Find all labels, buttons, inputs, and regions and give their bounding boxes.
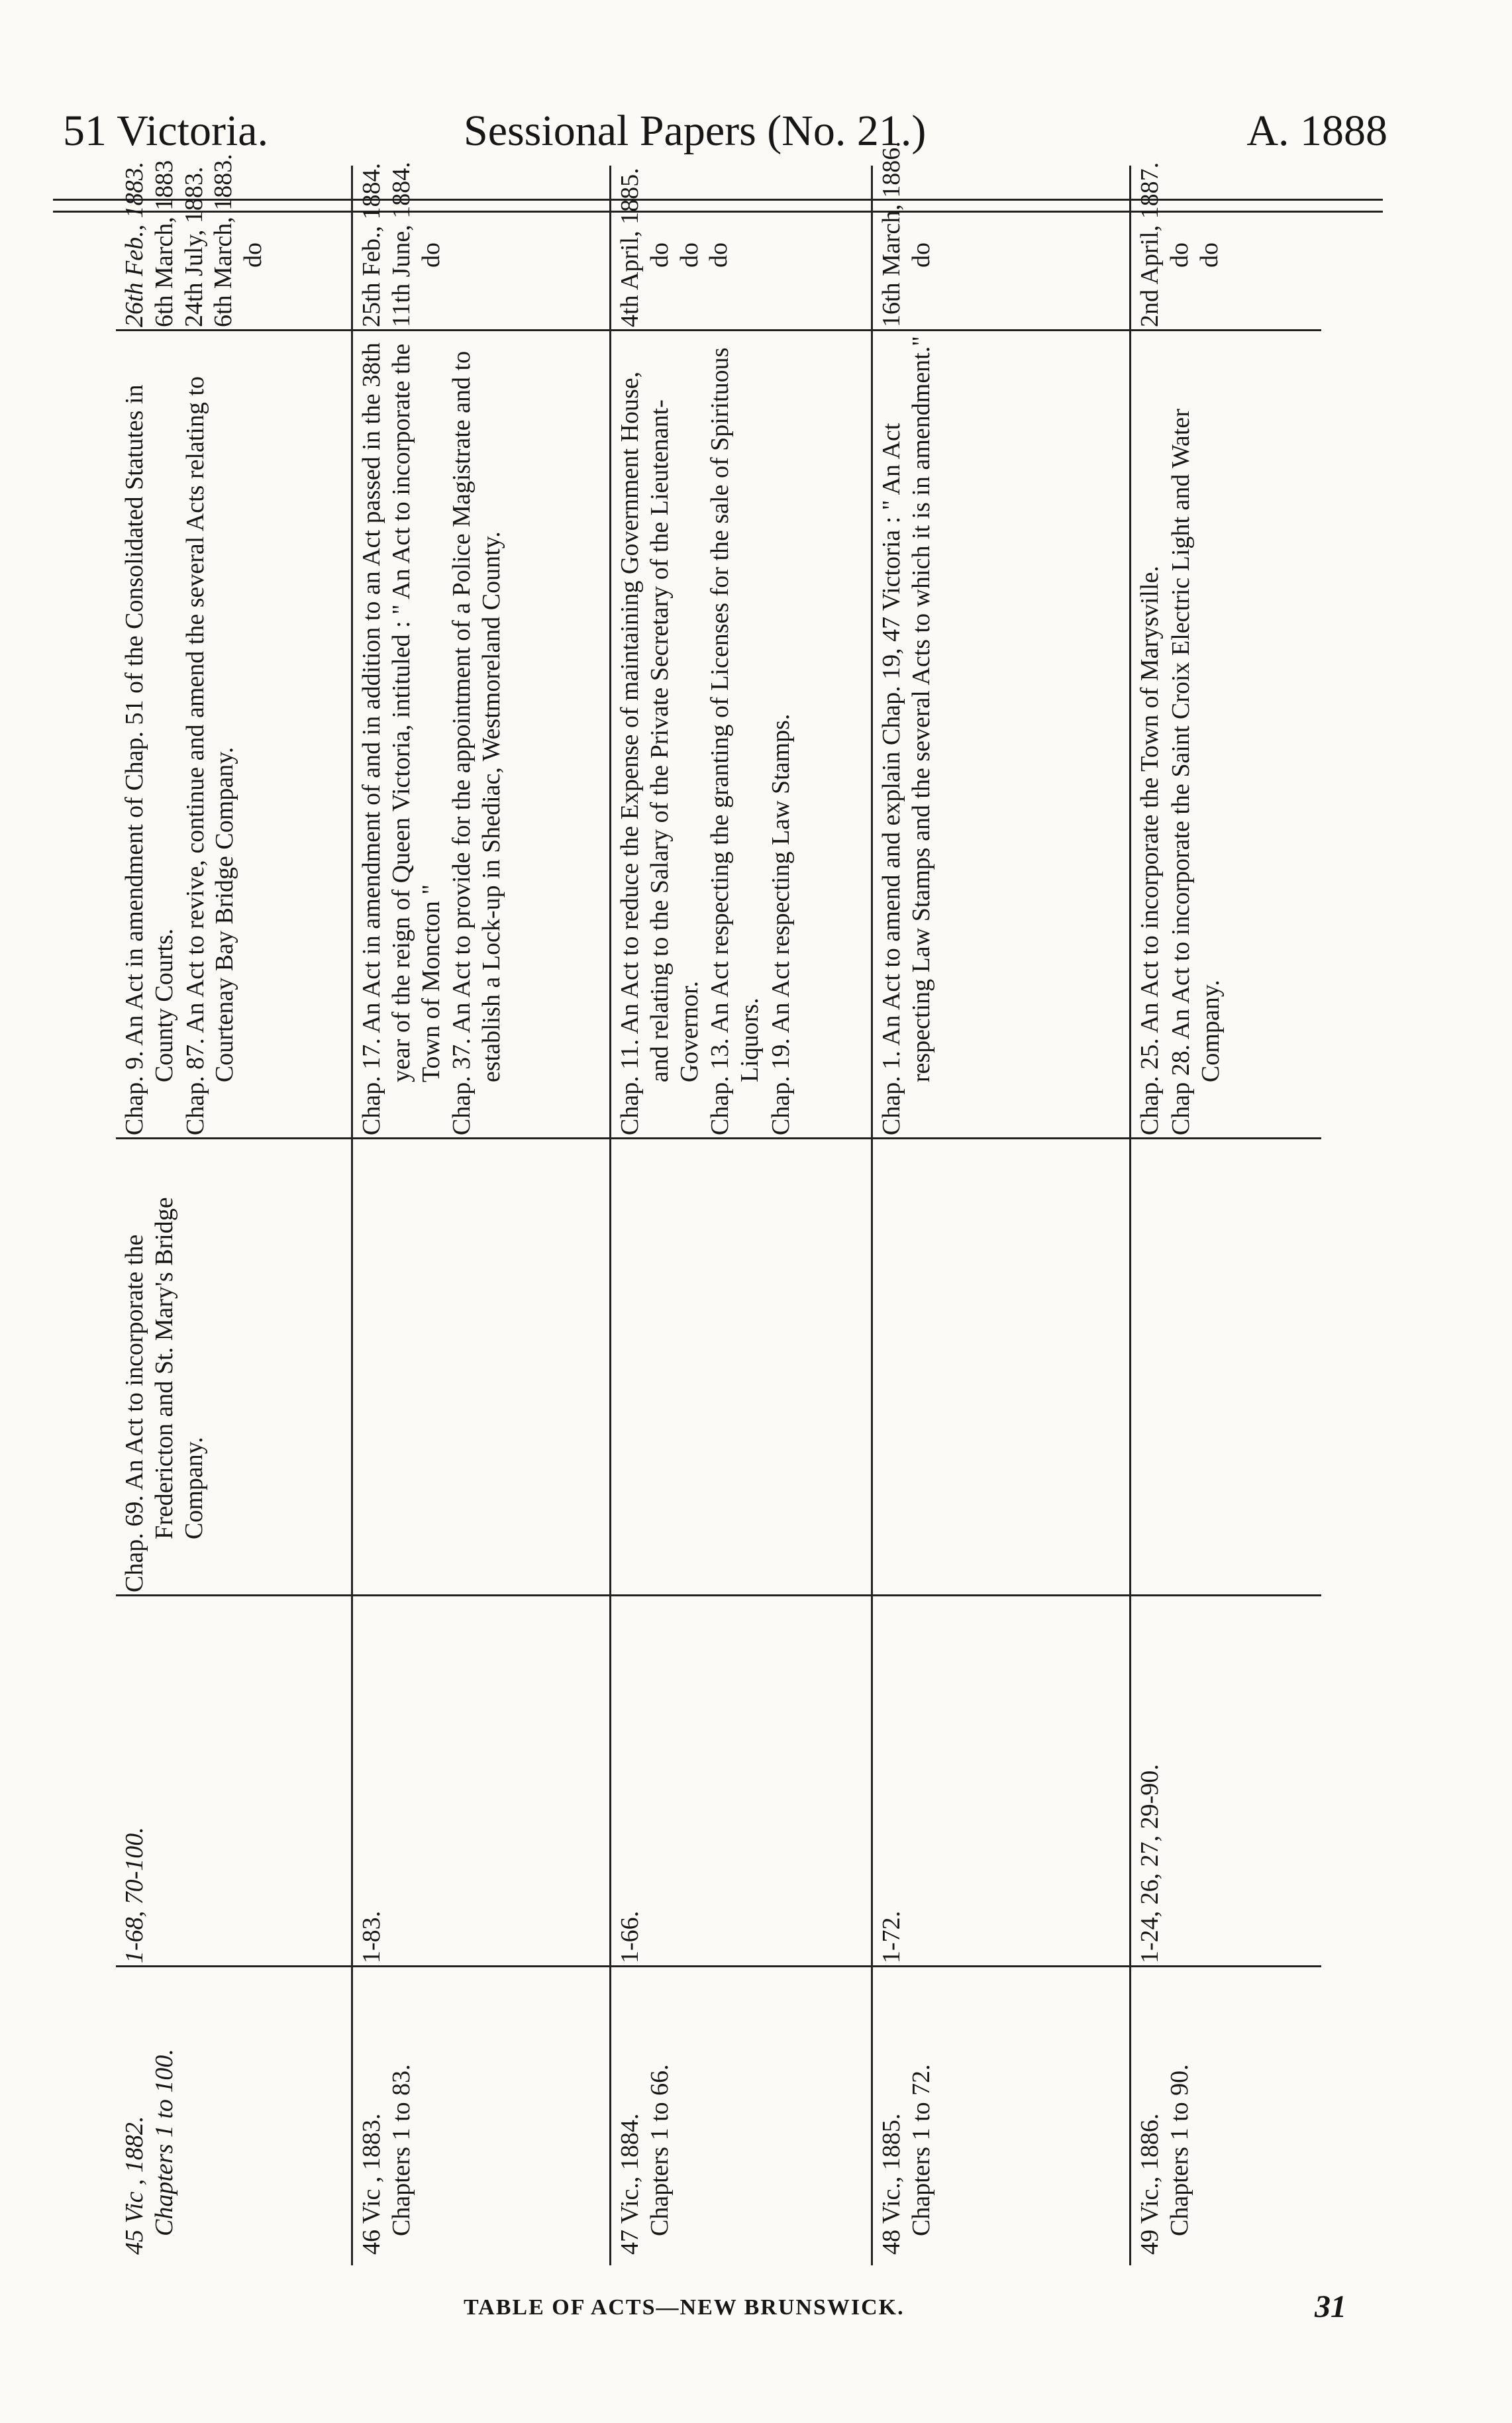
date-entry: do	[645, 242, 674, 268]
session-cell	[877, 1967, 936, 2259]
date-entry: do	[1165, 242, 1193, 268]
acts-cell	[877, 331, 938, 1139]
acts-cell	[357, 331, 508, 1139]
act-entry: Chap. 25. An Act to incorporate the Town of Marysville.	[1136, 566, 1164, 1135]
page-number: 31	[1315, 2289, 1346, 2324]
date-entry: do	[907, 242, 935, 268]
table-row	[871, 141, 1131, 2265]
session-label: 48 Vic., 1885.	[878, 2113, 905, 2255]
session-label: 46 Vic , 1883.	[358, 2113, 385, 2255]
chapters-label: Chapters 1 to 83.	[387, 2064, 415, 2236]
dates-cell	[615, 166, 734, 331]
date-entry: do	[705, 242, 733, 268]
act-entry: Chap. 19. An Act respecting Law Stamps.	[767, 713, 795, 1135]
date-entry: do	[1195, 242, 1223, 268]
table-row	[609, 166, 873, 2265]
header-right: A. 1888	[1246, 107, 1387, 155]
session-label: 47 Vic., 1884.	[616, 2113, 644, 2255]
chapter-range: 1-24, 26, 27, 29-90.	[1136, 1764, 1164, 1963]
table-row	[1129, 162, 1323, 2265]
header-left: 51 Victoria.	[63, 107, 269, 155]
date-entry: 25th Feb., 1884.	[358, 162, 385, 327]
acts-cell	[615, 331, 797, 1139]
date-entry: 4th April, 1885.	[616, 168, 644, 327]
date-entry: do	[239, 242, 268, 268]
date-entry: do	[417, 242, 445, 268]
act-entry: Chap. 37. An Act to provide for the appointment of a Police Magistrate and to establish a Lock-up in Shediac, Westmoreland County.	[448, 350, 506, 1135]
date-entry: 6th March, 1883	[150, 160, 178, 327]
act-entry: Chap. 13. An Act respecting the granting of Licenses for the sale of Spirituous Liquors.	[706, 347, 764, 1135]
dates-cell	[877, 141, 936, 331]
act-entry: Chap. 11. An Act to reduce the Expense of maintaining Government House, and relating to the Salary of the Private Secretary of the Lieutenant-Governor.	[616, 371, 703, 1135]
chapters-label: Chapters 1 to 90.	[1165, 2064, 1193, 2236]
act-entry: Chap. 9. An Act in amendment of Chap. 51 of the Consolidated Statutes in County Courts.	[121, 384, 178, 1135]
dates-cell	[1135, 162, 1224, 331]
session-cell	[357, 1967, 417, 2259]
chapter-range: 1-83.	[358, 1910, 385, 1963]
date-entry: 24th July, 1883.	[179, 166, 208, 327]
act-entry: Chap. 87. An Act to revive, continue and amend the several Acts relating to Courtenay Bay Bridge Company.	[181, 376, 239, 1135]
session-label: 49 Vic., 1886.	[1136, 2113, 1164, 2255]
table-row	[351, 162, 611, 2265]
date-entry: 2nd April, 1887.	[1136, 162, 1164, 327]
session-cell	[1135, 1967, 1195, 2259]
dates-cell	[357, 162, 446, 331]
session-cell	[615, 1967, 675, 2259]
chapter-range: 1-72.	[878, 1910, 905, 1963]
table-title: TABLE OF ACTS—NEW BRUNSWICK.	[464, 2295, 905, 2320]
dates-cell	[120, 154, 268, 331]
reserved-act: Chap. 69. An Act to incorporate the Fredericton and St. Mary's Bridge Company.	[121, 1197, 208, 1592]
session-label: 45 Vic , 1882.	[121, 2116, 148, 2255]
chapter-range: 1-66.	[616, 1910, 644, 1963]
reserved-acts-cell	[120, 1139, 210, 1596]
header-center: Sessional Papers (No. 21.)	[464, 107, 927, 155]
date-entry: 26th Feb., 1883.	[121, 161, 148, 327]
date-entry: 16th March, 1886.	[878, 141, 905, 327]
act-entry: Chap. 1. An Act to amend and explain Chap. 19, 47 Victoria : " An Act respecting Law Stamps and the several Acts to which it is in amendment."	[878, 336, 935, 1135]
chapters-label: Chapters 1 to 66.	[645, 2064, 674, 2236]
acts-cell	[120, 331, 241, 1139]
chapters-label: Chapters 1 to 72.	[907, 2064, 935, 2236]
acts-cell	[1135, 331, 1227, 1139]
chapters-label: Chapters 1 to 100.	[150, 2049, 178, 2236]
session-cell	[120, 1967, 179, 2259]
date-entry: 6th March, 1883.	[209, 154, 238, 327]
date-entry: 11th June, 1884.	[387, 162, 415, 327]
act-entry: Chap 28. An Act to incorporate the Saint Croix Electric Light and Water Company.	[1166, 409, 1225, 1135]
acts-table	[116, 141, 1321, 2265]
chapter-range: 1-68, 70-100.	[121, 1827, 148, 1963]
act-entry: Chap. 17. An Act in amendment of and in addition to an Act passed in the 38th year of the reign of Queen Victoria, intituled : " An Act to incorporate the Town of Moncton "	[358, 342, 445, 1135]
date-entry: do	[675, 242, 703, 268]
table-row	[116, 154, 351, 2265]
